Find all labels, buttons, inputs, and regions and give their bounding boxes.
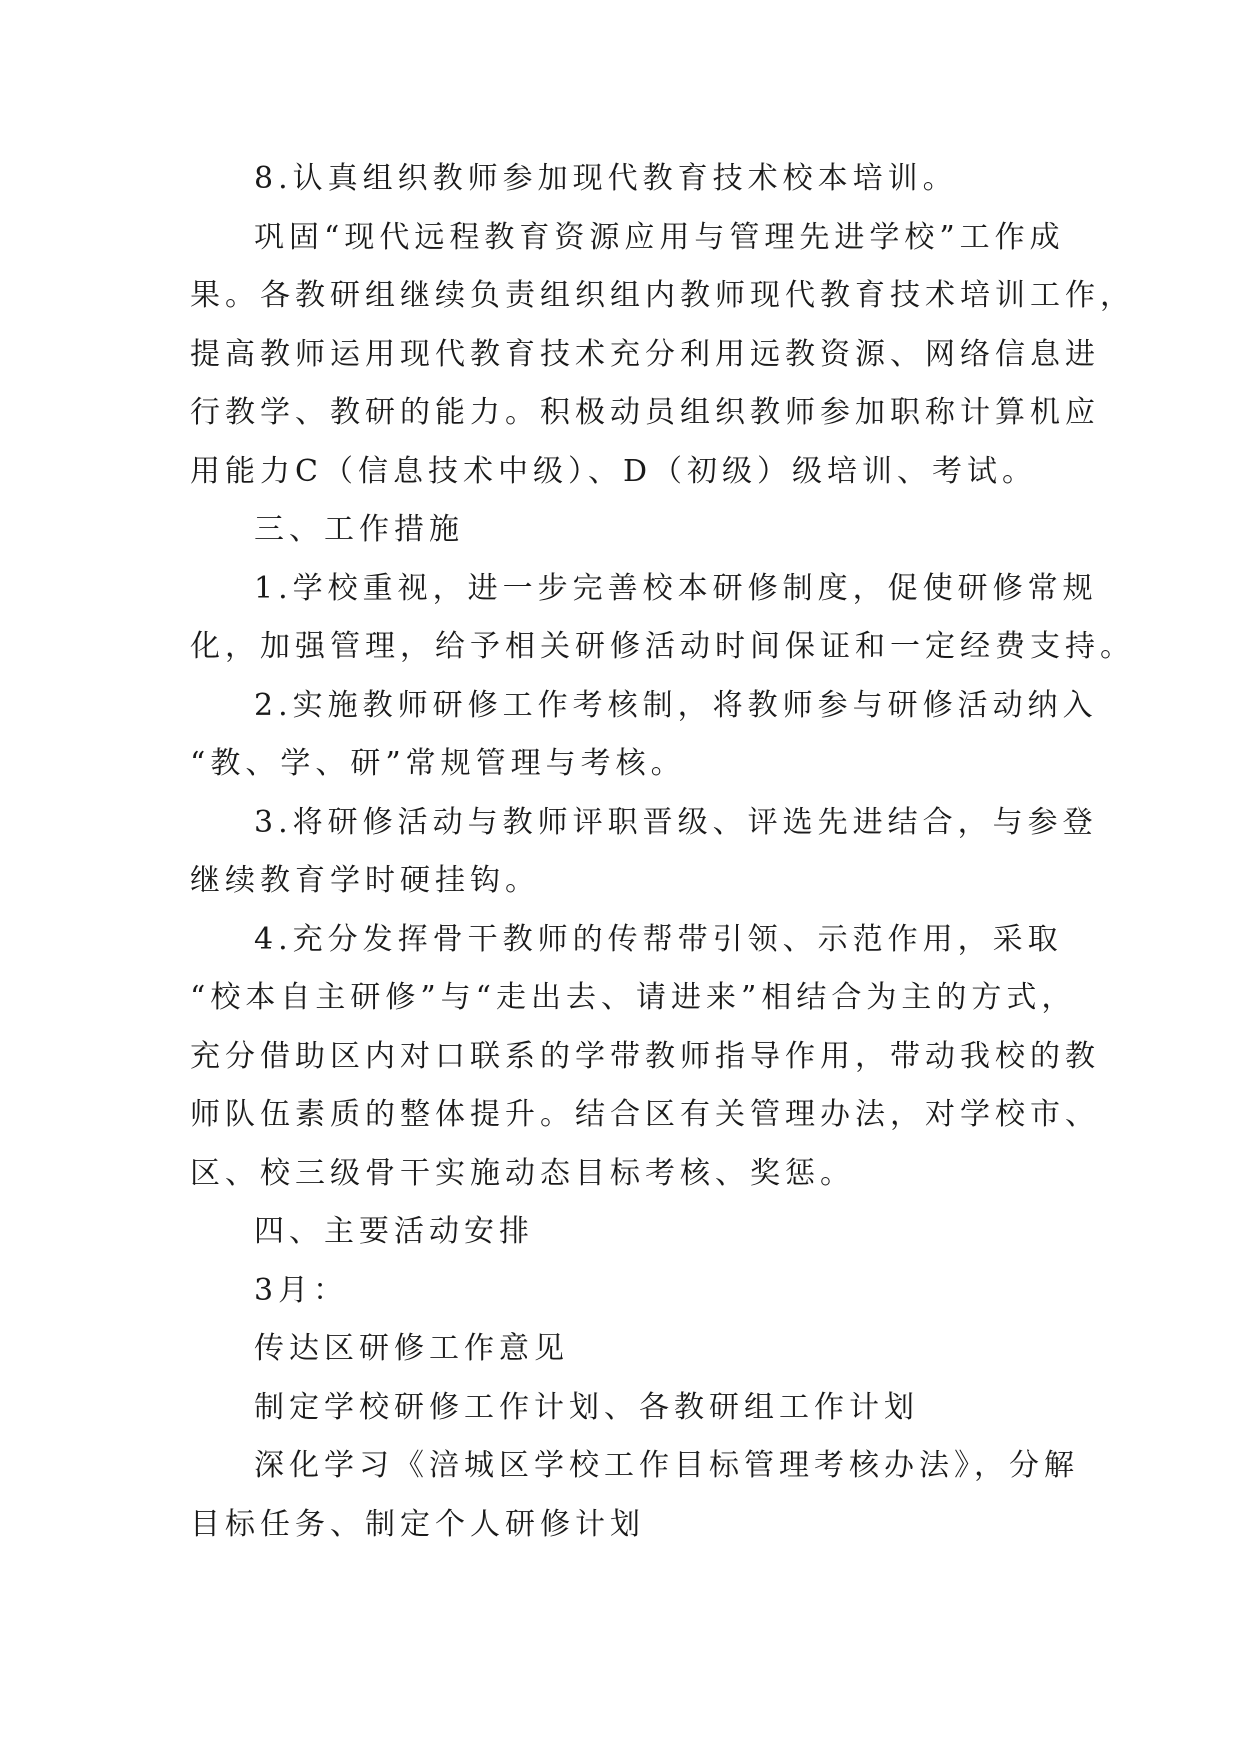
text-line: 提高教师运用现代教育技术充分利用远教资源、网络信息进 <box>190 336 1100 372</box>
paragraph-measure-1 <box>190 560 1135 677</box>
paragraph-item8-body <box>190 209 1135 502</box>
paragraph-measure-3 <box>190 794 1098 911</box>
text-line: 四、主要活动安排 <box>254 1214 534 1249</box>
text-line: 3月： <box>254 1272 349 1308</box>
text-line: 充分借助区内对口联系的学带教师指导作用，带动我校的教 <box>190 1038 1100 1074</box>
text-line: 区、校三级骨干实施动态目标考核、奖惩。 <box>190 1155 855 1191</box>
text-line: 4.充分发挥骨干教师的传帮带引领、示范作用，采取 <box>254 921 1063 957</box>
text-line: 制定学校研修工作计划、各教研组工作计划 <box>254 1389 919 1425</box>
text-line: 果。各教研组继续负责组织组内教师现代教育技术培训工作， <box>190 278 1135 313</box>
text-line: 传达区研修工作意见 <box>254 1331 569 1366</box>
text-line: 3.将研修活动与教师评职晋级、评选先进结合，与参登 <box>254 804 1098 840</box>
paragraph-march <box>190 1262 1090 1321</box>
paragraph-march-item-3 <box>190 1437 1090 1554</box>
text-line: 1.学校重视，进一步完善校本研修制度，促使研修常规 <box>254 570 1098 606</box>
text-line: “校本自主研修”与“走出去、请进来”相结合为主的方式， <box>190 980 1077 1015</box>
text-line: 行教学、教研的能力。积极动员组织教师参加职称计算机应 <box>190 395 1100 430</box>
text-line: 化，加强管理，给予相关研修活动时间保证和一定经费支持。 <box>190 629 1135 664</box>
paragraph-measure-4 <box>190 911 1100 1204</box>
text-line: 三、工作措施 <box>254 512 464 547</box>
document-page <box>190 150 1135 1554</box>
section-heading-work-measures <box>190 501 1090 560</box>
text-line: 目标任务、制定个人研修计划 <box>190 1506 645 1542</box>
section-heading-activities <box>190 1203 1090 1262</box>
text-line: 师队伍素质的整体提升。结合区有关管理办法，对学校市、 <box>190 1097 1100 1132</box>
text-line: 巩固“现代远程教育资源应用与管理先进学校”工作成 <box>254 219 1065 255</box>
text-line: “教、学、研”常规管理与考核。 <box>190 746 686 781</box>
paragraph-measure-2 <box>190 677 1098 794</box>
text-line: 深化学习《涪城区学校工作目标管理考核办法》，分解 <box>254 1448 1079 1483</box>
text-line: 继续教育学时硬挂钩。 <box>190 863 540 898</box>
paragraph-item8-heading <box>190 150 1090 209</box>
text-line: 用能力C（信息技术中级）、D（初级）级培训、考试。 <box>190 453 1038 489</box>
paragraph-march-item-2 <box>190 1379 1090 1438</box>
text-line: 8.认真组织教师参加现代教育技术校本培训。 <box>254 161 958 196</box>
paragraph-march-item-1 <box>190 1320 1090 1379</box>
text-line: 2.实施教师研修工作考核制，将教师参与研修活动纳入 <box>254 687 1098 723</box>
